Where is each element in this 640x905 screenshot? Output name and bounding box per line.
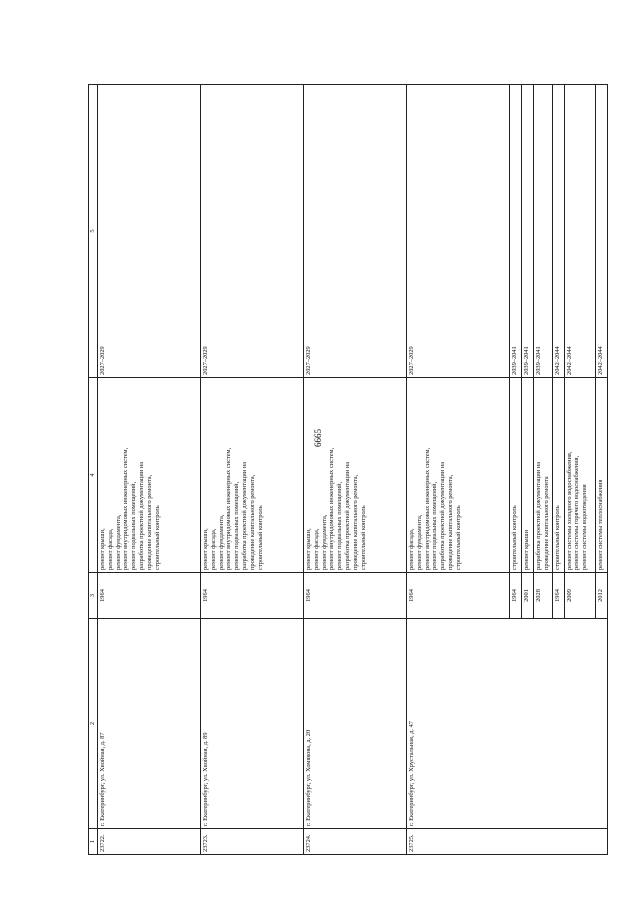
work-item: строительный контроль <box>553 505 561 570</box>
subrow-year: 2012 <box>595 573 607 619</box>
subrow-year: 1964 <box>510 573 522 619</box>
work-item: ремонт внутридомовых инженерных систем, <box>122 447 130 570</box>
row-year: 1964 <box>98 573 201 619</box>
work-item: ремонт крыши, <box>202 528 209 570</box>
capital-repair-table <box>88 84 608 855</box>
subrow-period: 2039–2041 <box>510 85 522 378</box>
work-item: строительный контроль <box>454 505 462 570</box>
table-row <box>201 85 304 855</box>
subrow-period: 2042–2044 <box>564 85 595 378</box>
subrow-works <box>510 378 522 573</box>
table-row <box>407 85 510 855</box>
work-item: проведение капитального ремонта <box>542 476 550 570</box>
work-item: ремонт крыши <box>523 529 530 570</box>
work-item: разработка проектной документации на <box>241 461 249 570</box>
work-item: ремонт фасада, <box>209 528 217 570</box>
work-item: разработка проектной документации на <box>138 461 146 570</box>
row-works <box>201 378 304 573</box>
work-item: строительный контроль <box>256 505 264 570</box>
row-year: 1964 <box>407 573 510 619</box>
work-item: ремонт системы водоотведения <box>581 484 589 570</box>
work-item: ремонт внутридомовых инженерных систем, <box>328 447 336 570</box>
work-item: проведение капитального ремонта, <box>248 474 256 570</box>
row-period: 2027–2029 <box>98 85 201 378</box>
column-header-1: 1 <box>89 829 98 855</box>
column-header-3: 3 <box>89 573 98 619</box>
subrow-works <box>595 378 607 573</box>
work-item: ремонт фундамента, <box>320 514 328 570</box>
row-address: г. Екатеринбург, ул. Хвойная, д. 87 <box>98 619 201 829</box>
row-period: 2027–2029 <box>407 85 510 378</box>
row-address: г. Екатеринбург, ул. Хомякова, д. 20 <box>304 619 407 829</box>
work-item: разработка проектной документации на <box>344 461 352 570</box>
row-address: г. Екатеринбург, ул. Хвойная, д. 89 <box>201 619 304 829</box>
subrow-period: 2039–2041 <box>534 85 553 378</box>
work-item: ремонт фасада, <box>106 528 114 570</box>
row-index: 23724. <box>304 829 407 855</box>
header-row <box>89 85 98 855</box>
row-index: 23723. <box>201 829 304 855</box>
work-item: ремонт фундамента, <box>217 514 225 570</box>
page-number: 6665 <box>313 429 323 447</box>
work-item: ремонт системы теплоснабжения <box>596 479 604 570</box>
work-item: ремонт подвальных помещений, <box>233 481 241 570</box>
table-row <box>98 85 201 855</box>
work-item: ремонт подвальных помещений, <box>336 481 344 570</box>
subrow-works <box>522 378 534 573</box>
column-header-2: 2 <box>89 619 98 829</box>
work-item: ремонт фундамента, <box>114 514 122 570</box>
work-item: ремонт системы холодного водоснабжения, <box>565 451 573 570</box>
work-item: ремонт внутридомовых инженерных систем, <box>225 447 233 570</box>
row-period: 2027–2029 <box>201 85 304 378</box>
subrow-year: 2001 <box>522 573 534 619</box>
row-index: 23722. <box>98 829 201 855</box>
subrow-works <box>552 378 564 573</box>
row-year: 1964 <box>304 573 407 619</box>
row-index: 23725. <box>407 829 608 855</box>
subrow-period: 2042–2044 <box>595 85 607 378</box>
work-item: ремонт фасада, <box>408 528 415 570</box>
row-address: г. Екатеринбург, ул. Хрустальная, д. 47 <box>407 619 608 829</box>
column-header-5: 5 <box>89 85 98 378</box>
work-item: ремонт системы горячего водоснабжения, <box>573 455 581 570</box>
subrow-year: 2028 <box>534 573 553 619</box>
table-row <box>304 85 407 855</box>
work-item: проведение капитального ремонта, <box>145 474 153 570</box>
work-item: ремонт крыши, <box>99 528 106 570</box>
work-item: ремонт подвальных помещений, <box>130 481 138 570</box>
row-works <box>98 378 201 573</box>
subrow-works <box>564 378 595 573</box>
subrow-period: 2039–2041 <box>522 85 534 378</box>
work-item: ремонт фундамента, <box>415 514 423 570</box>
work-item: проведение капитального ремонта, <box>447 474 455 570</box>
work-item: проведение капитального ремонта, <box>351 474 359 570</box>
work-item: разработка проектной документации на <box>535 461 542 570</box>
row-period: 2027–2029 <box>304 85 407 378</box>
row-works <box>304 378 407 573</box>
work-item: ремонт фасада, <box>312 528 320 570</box>
column-header-4: 4 <box>89 378 98 573</box>
subrow-year: 2009 <box>564 573 595 619</box>
work-item: ремонт подвальных помещений, <box>431 481 439 570</box>
work-item: строительный контроль <box>511 505 518 570</box>
row-year: 1964 <box>201 573 304 619</box>
subrow-year: 1964 <box>552 573 564 619</box>
subrow-works <box>534 378 553 573</box>
work-item: разработка проектной документации на <box>439 461 447 570</box>
work-item: строительный контроль <box>153 505 161 570</box>
work-item: строительный контроль <box>359 505 367 570</box>
work-item: ремонт внутридомовых инженерных систем, <box>423 447 431 570</box>
row-works <box>407 378 510 573</box>
subrow-period: 2042–2044 <box>552 85 564 378</box>
work-item: ремонт крыши, <box>305 528 312 570</box>
rotated-sheet <box>88 85 606 855</box>
